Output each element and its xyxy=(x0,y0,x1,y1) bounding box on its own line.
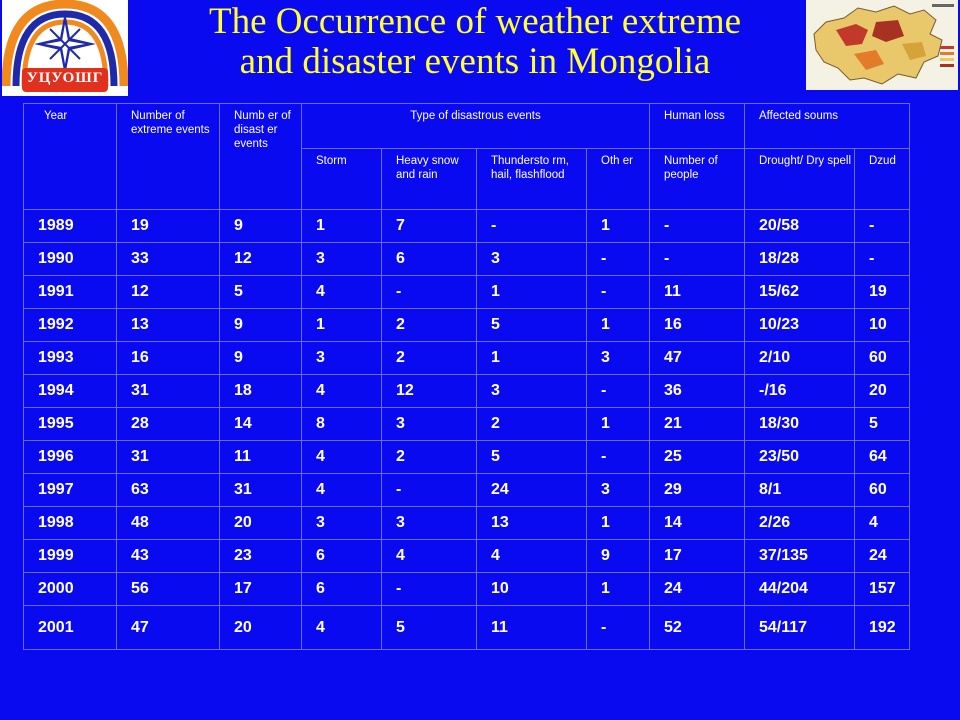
cell-drought: 2/26 xyxy=(745,507,855,540)
cell-year: 2000 xyxy=(24,573,117,606)
cell-disaster-events: 14 xyxy=(220,408,302,441)
cell-extreme-events: 19 xyxy=(117,210,220,243)
cell-disaster-events: 12 xyxy=(220,243,302,276)
cell-other: 3 xyxy=(587,342,650,375)
cell-year: 1995 xyxy=(24,408,117,441)
cell-drought: 23/50 xyxy=(745,441,855,474)
cell-human-loss: 52 xyxy=(650,606,745,650)
cell-other: 3 xyxy=(587,474,650,507)
cell-storm: 3 xyxy=(302,243,382,276)
mongolia-map-image xyxy=(806,0,958,90)
cell-heavy-snow: 6 xyxy=(382,243,477,276)
cell-other: 1 xyxy=(587,573,650,606)
header-thunderstorm-hail-flashflood: Thundersto rm, hail, flashflood xyxy=(477,149,587,210)
cell-thunderstorm: - xyxy=(477,210,587,243)
cell-disaster-events: 31 xyxy=(220,474,302,507)
header-number-of-people: Number of people xyxy=(650,149,745,210)
cell-heavy-snow: 5 xyxy=(382,606,477,650)
table-row xyxy=(24,507,910,540)
cell-other: - xyxy=(587,243,650,276)
table-row xyxy=(24,309,910,342)
cell-other: 1 xyxy=(587,408,650,441)
cell-extreme-events: 31 xyxy=(117,441,220,474)
cell-thunderstorm: 13 xyxy=(477,507,587,540)
cell-human-loss: 14 xyxy=(650,507,745,540)
cell-storm: 4 xyxy=(302,474,382,507)
cell-year: 1999 xyxy=(24,540,117,573)
table-row xyxy=(24,441,910,474)
cell-extreme-events: 47 xyxy=(117,606,220,650)
header-type-of-disastrous-events: Type of disastrous events xyxy=(302,104,650,149)
header-row-1 xyxy=(24,104,910,149)
cell-drought: -/16 xyxy=(745,375,855,408)
cell-dzud: 10 xyxy=(855,309,910,342)
cell-extreme-events: 12 xyxy=(117,276,220,309)
cell-heavy-snow: 3 xyxy=(382,507,477,540)
cell-human-loss: 16 xyxy=(650,309,745,342)
cell-disaster-events: 11 xyxy=(220,441,302,474)
cell-thunderstorm: 10 xyxy=(477,573,587,606)
cell-extreme-events: 43 xyxy=(117,540,220,573)
cell-drought: 10/23 xyxy=(745,309,855,342)
cell-year: 1989 xyxy=(24,210,117,243)
cell-storm: 4 xyxy=(302,276,382,309)
cell-dzud: 5 xyxy=(855,408,910,441)
cell-heavy-snow: 2 xyxy=(382,342,477,375)
cell-other: 9 xyxy=(587,540,650,573)
table-row xyxy=(24,210,910,243)
cell-extreme-events: 13 xyxy=(117,309,220,342)
cell-dzud: 60 xyxy=(855,342,910,375)
cell-drought: 18/30 xyxy=(745,408,855,441)
cell-disaster-events: 9 xyxy=(220,210,302,243)
cell-thunderstorm: 5 xyxy=(477,441,587,474)
cell-storm: 6 xyxy=(302,573,382,606)
cell-disaster-events: 23 xyxy=(220,540,302,573)
cell-drought: 18/28 xyxy=(745,243,855,276)
cell-thunderstorm: 4 xyxy=(477,540,587,573)
cell-disaster-events: 18 xyxy=(220,375,302,408)
table-row xyxy=(24,606,910,650)
cell-disaster-events: 17 xyxy=(220,573,302,606)
cell-extreme-events: 48 xyxy=(117,507,220,540)
cell-drought: 15/62 xyxy=(745,276,855,309)
cell-disaster-events: 20 xyxy=(220,507,302,540)
cell-extreme-events: 31 xyxy=(117,375,220,408)
cell-storm: 4 xyxy=(302,441,382,474)
cell-drought: 20/58 xyxy=(745,210,855,243)
cell-year: 1990 xyxy=(24,243,117,276)
cell-storm: 6 xyxy=(302,540,382,573)
cell-storm: 3 xyxy=(302,342,382,375)
header-dzud: Dzud xyxy=(855,149,910,210)
header-drought-dry-spell: Drought/ Dry spell xyxy=(745,149,855,210)
cell-other: - xyxy=(587,276,650,309)
cell-disaster-events: 9 xyxy=(220,309,302,342)
cell-dzud: 24 xyxy=(855,540,910,573)
cell-extreme-events: 16 xyxy=(117,342,220,375)
cell-storm: 1 xyxy=(302,309,382,342)
cell-other: 1 xyxy=(587,309,650,342)
cell-thunderstorm: 2 xyxy=(477,408,587,441)
table-row xyxy=(24,573,910,606)
cell-thunderstorm: 1 xyxy=(477,342,587,375)
cell-dzud: 157 xyxy=(855,573,910,606)
header-heavy-snow-and-rain: Heavy snow and rain xyxy=(382,149,477,210)
cell-disaster-events: 9 xyxy=(220,342,302,375)
cell-human-loss: 29 xyxy=(650,474,745,507)
cell-extreme-events: 56 xyxy=(117,573,220,606)
page-title xyxy=(150,2,800,82)
cell-thunderstorm: 24 xyxy=(477,474,587,507)
cell-year: 1993 xyxy=(24,342,117,375)
cell-thunderstorm: 3 xyxy=(477,375,587,408)
header-other: Oth er xyxy=(587,149,650,210)
cell-human-loss: 24 xyxy=(650,573,745,606)
cell-human-loss: 36 xyxy=(650,375,745,408)
cell-human-loss: - xyxy=(650,210,745,243)
cell-heavy-snow: 4 xyxy=(382,540,477,573)
header-number-of-extreme-events: Number of extreme events xyxy=(117,104,220,210)
cell-human-loss: - xyxy=(650,243,745,276)
cell-thunderstorm: 3 xyxy=(477,243,587,276)
table-row xyxy=(24,276,910,309)
logo-text: УЦУОШГ xyxy=(26,70,104,86)
cell-other: - xyxy=(587,441,650,474)
cell-heavy-snow: - xyxy=(382,573,477,606)
table-row xyxy=(24,342,910,375)
cell-other: - xyxy=(587,375,650,408)
cell-disaster-events: 20 xyxy=(220,606,302,650)
cell-human-loss: 11 xyxy=(650,276,745,309)
cell-human-loss: 25 xyxy=(650,441,745,474)
table-row xyxy=(24,375,910,408)
cell-storm: 4 xyxy=(302,375,382,408)
cell-disaster-events: 5 xyxy=(220,276,302,309)
cell-dzud: 19 xyxy=(855,276,910,309)
table-row xyxy=(24,474,910,507)
cell-year: 1997 xyxy=(24,474,117,507)
table-row xyxy=(24,540,910,573)
cell-extreme-events: 28 xyxy=(117,408,220,441)
cell-dzud: 192 xyxy=(855,606,910,650)
cell-storm: 3 xyxy=(302,507,382,540)
title-line-2: and disaster events in Mongolia xyxy=(239,41,711,82)
cell-drought: 2/10 xyxy=(745,342,855,375)
cell-year: 1992 xyxy=(24,309,117,342)
cell-year: 1994 xyxy=(24,375,117,408)
cell-thunderstorm: 5 xyxy=(477,309,587,342)
cell-drought: 44/204 xyxy=(745,573,855,606)
cell-year: 1991 xyxy=(24,276,117,309)
header-number-of-disaster-events: Numb er of disast er events xyxy=(220,104,302,210)
cell-dzud: 64 xyxy=(855,441,910,474)
cell-storm: 8 xyxy=(302,408,382,441)
cell-storm: 4 xyxy=(302,606,382,650)
header-year: Year xyxy=(24,104,117,210)
table-row xyxy=(24,243,910,276)
cell-other: 1 xyxy=(587,507,650,540)
cell-dzud: - xyxy=(855,243,910,276)
cell-year: 1996 xyxy=(24,441,117,474)
cell-heavy-snow: 12 xyxy=(382,375,477,408)
cell-drought: 54/117 xyxy=(745,606,855,650)
cell-thunderstorm: 11 xyxy=(477,606,587,650)
cell-year: 1998 xyxy=(24,507,117,540)
organization-logo xyxy=(2,0,128,96)
cell-heavy-snow: 3 xyxy=(382,408,477,441)
cell-human-loss: 47 xyxy=(650,342,745,375)
cell-dzud: 20 xyxy=(855,375,910,408)
disaster-events-table xyxy=(23,103,910,650)
cell-heavy-snow: - xyxy=(382,276,477,309)
cell-heavy-snow: 2 xyxy=(382,441,477,474)
cell-human-loss: 17 xyxy=(650,540,745,573)
cell-extreme-events: 33 xyxy=(117,243,220,276)
cell-drought: 8/1 xyxy=(745,474,855,507)
cell-extreme-events: 63 xyxy=(117,474,220,507)
table-row xyxy=(24,408,910,441)
cell-year: 2001 xyxy=(24,606,117,650)
cell-dzud: - xyxy=(855,210,910,243)
cell-drought: 37/135 xyxy=(745,540,855,573)
cell-thunderstorm: 1 xyxy=(477,276,587,309)
cell-human-loss: 21 xyxy=(650,408,745,441)
header-human-loss: Human loss xyxy=(650,104,745,149)
mongolia-map-icon xyxy=(806,0,958,90)
cell-other: - xyxy=(587,606,650,650)
table-body xyxy=(24,210,910,650)
cell-heavy-snow: 7 xyxy=(382,210,477,243)
header-storm: Storm xyxy=(302,149,382,210)
cell-dzud: 60 xyxy=(855,474,910,507)
cell-other: 1 xyxy=(587,210,650,243)
header-affected-soums: Affected soums xyxy=(745,104,910,149)
cell-heavy-snow: 2 xyxy=(382,309,477,342)
cell-heavy-snow: - xyxy=(382,474,477,507)
title-line-1: The Occurrence of weather extreme xyxy=(208,1,742,42)
cell-dzud: 4 xyxy=(855,507,910,540)
cell-storm: 1 xyxy=(302,210,382,243)
